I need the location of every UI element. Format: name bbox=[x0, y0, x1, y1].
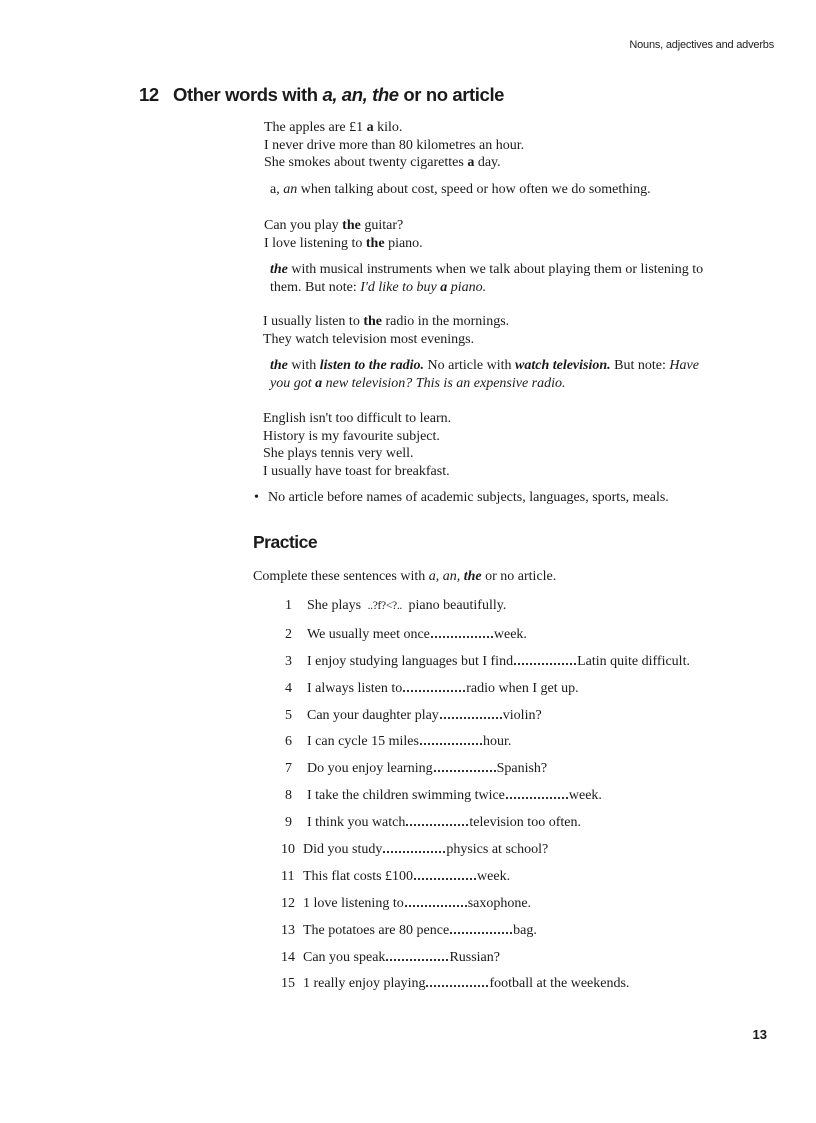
exercise-number: 14 bbox=[281, 949, 295, 965]
section-title-text-1: Other words with bbox=[173, 84, 323, 105]
exercise-text-after: physics at school? bbox=[446, 842, 549, 858]
exercise-number: 4 bbox=[285, 680, 292, 696]
answer-blank[interactable] bbox=[440, 705, 502, 719]
example-sentence: She plays tennis very well. bbox=[263, 446, 414, 462]
practice-instructions: Complete these sentences with a, an, the or no article. bbox=[253, 569, 557, 584]
answer-blank[interactable] bbox=[406, 812, 468, 826]
filled-answer: ..?f?<?.. bbox=[367, 600, 402, 612]
exercise-item bbox=[281, 839, 690, 866]
exercise-text-after: bag. bbox=[513, 922, 537, 938]
answer-blank[interactable] bbox=[431, 624, 493, 638]
section-title bbox=[139, 84, 504, 106]
exercise-text-before: 1 love listening to bbox=[303, 895, 404, 911]
answer-blank[interactable] bbox=[514, 651, 576, 665]
rule-note-2: the with musical instruments when we talk about playing them or listening to them. But note: I'd like to buy a piano. bbox=[270, 262, 704, 295]
exercise-text-before: Can your daughter play bbox=[307, 707, 439, 723]
rule-note-4: • No article before names of academic subjects, languages, sports, meals. bbox=[254, 490, 669, 505]
exercise-number: 8 bbox=[285, 788, 292, 804]
exercise-text-after: Latin quite difficult. bbox=[577, 653, 690, 669]
exercise-text-after: Spanish? bbox=[496, 761, 548, 777]
section-title-italic: a, an, the bbox=[322, 84, 399, 105]
bullet-icon: • bbox=[254, 490, 259, 505]
rule-note-3: the with listen to the radio. No article with watch television. But note: Have you got a new television? This is an expensive radio. bbox=[270, 358, 699, 391]
exercise-item bbox=[281, 624, 690, 651]
exercise-number: 9 bbox=[285, 815, 292, 831]
exercise-text-before: She plays bbox=[307, 598, 365, 613]
section-number: 12 bbox=[139, 84, 159, 105]
examples-group-3 bbox=[263, 313, 509, 348]
exercise-number: 10 bbox=[281, 842, 295, 858]
exercise-text-after: Russian? bbox=[449, 949, 500, 965]
page-number: 13 bbox=[752, 1027, 767, 1042]
exercise-item bbox=[281, 678, 690, 705]
answer-blank[interactable] bbox=[506, 785, 568, 799]
answer-blank[interactable] bbox=[383, 839, 445, 853]
exercise-item bbox=[281, 893, 690, 920]
practice-title: Practice bbox=[253, 532, 318, 552]
exercise-text-before: We usually meet once bbox=[307, 626, 430, 642]
examples-group-2 bbox=[264, 217, 423, 252]
exercise-text-after: week. bbox=[477, 868, 511, 884]
examples-group-1 bbox=[264, 119, 524, 172]
answer-blank[interactable] bbox=[414, 866, 476, 880]
rule-note-1: a, an when talking about cost, speed or how often we do something. bbox=[270, 182, 651, 197]
exercise-text-before: Did you study bbox=[303, 842, 383, 858]
answer-blank[interactable] bbox=[450, 920, 512, 934]
exercise-item bbox=[281, 920, 690, 947]
exercise-item bbox=[281, 651, 690, 678]
exercise-text-after: week. bbox=[493, 626, 527, 642]
exercise-number: 6 bbox=[285, 734, 292, 750]
example-sentence: I usually have toast for breakfast. bbox=[263, 463, 450, 479]
exercise-number: 5 bbox=[285, 707, 292, 723]
exercise-number: 11 bbox=[281, 868, 295, 884]
exercise-text-after: football at the weekends. bbox=[489, 976, 630, 992]
example-sentence: The apples are £1 a kilo. bbox=[264, 120, 403, 135]
section-title-text-2: or no article bbox=[398, 84, 505, 105]
exercise-item bbox=[281, 812, 690, 839]
exercise-number: 12 bbox=[281, 895, 295, 911]
exercise-number: 1 bbox=[285, 598, 292, 613]
exercise-text-after: radio when I get up. bbox=[466, 680, 579, 696]
exercise-item bbox=[281, 866, 690, 893]
exercise-text-before: Can you speak bbox=[303, 949, 386, 965]
example-sentence: History is my favourite subject. bbox=[263, 428, 440, 444]
exercise-text-after: week. bbox=[568, 788, 602, 804]
exercise-text-before: The potatoes are 80 pence bbox=[303, 922, 450, 938]
answer-blank[interactable] bbox=[403, 678, 465, 692]
exercise-text-before: This flat costs £100 bbox=[303, 868, 414, 884]
exercise-text-before: 1 really enjoy playing bbox=[303, 976, 426, 992]
example-sentence: English isn't too difficult to learn. bbox=[263, 411, 452, 426]
exercise-item bbox=[281, 785, 690, 812]
example-sentence: Can you play the guitar? bbox=[264, 218, 404, 233]
exercise-text-after: hour. bbox=[482, 734, 512, 750]
exercise-list bbox=[281, 597, 690, 1000]
examples-group-4 bbox=[263, 410, 451, 480]
answer-blank[interactable] bbox=[426, 973, 488, 987]
exercise-text-before: I enjoy studying languages but I find bbox=[307, 653, 514, 669]
running-header: Nouns, adjectives and adverbs bbox=[629, 39, 774, 51]
exercise-text-after: violin? bbox=[502, 707, 542, 723]
exercise-number: 2 bbox=[285, 626, 292, 642]
answer-blank[interactable] bbox=[386, 947, 448, 961]
example-sentence: They watch television most evenings. bbox=[263, 331, 475, 347]
exercise-number: 13 bbox=[281, 922, 295, 938]
exercise-item bbox=[281, 731, 690, 758]
exercise-text-before: Do you enjoy learning bbox=[307, 761, 433, 777]
exercise-item bbox=[281, 758, 690, 785]
exercise-item bbox=[281, 705, 690, 732]
example-sentence: I never drive more than 80 kilometres an hour. bbox=[264, 137, 525, 153]
exercise-text-before: I take the children swimming twice bbox=[307, 788, 505, 804]
answer-blank[interactable] bbox=[434, 758, 496, 772]
answer-blank[interactable] bbox=[420, 731, 482, 745]
exercise-text-before: I can cycle 15 miles bbox=[307, 734, 419, 750]
exercise-number: 7 bbox=[285, 761, 292, 777]
exercise-text-after: television too often. bbox=[469, 815, 581, 831]
example-sentence: I usually listen to the radio in the mornings. bbox=[263, 314, 510, 329]
exercise-text-before: I think you watch bbox=[307, 815, 406, 831]
exercise-item bbox=[281, 597, 690, 624]
exercise-number: 3 bbox=[285, 653, 292, 669]
exercise-text-before: I always listen to bbox=[307, 680, 403, 696]
exercise-text-after: piano beautifully. bbox=[405, 598, 507, 613]
answer-blank[interactable] bbox=[405, 893, 467, 907]
exercise-item bbox=[281, 947, 690, 974]
example-sentence: She smokes about twenty cigarettes a day. bbox=[264, 155, 501, 171]
exercise-text-after: saxophone. bbox=[467, 895, 532, 911]
exercise-item bbox=[281, 973, 690, 1000]
exercise-number: 15 bbox=[281, 976, 295, 992]
example-sentence: I love listening to the piano. bbox=[264, 235, 423, 251]
